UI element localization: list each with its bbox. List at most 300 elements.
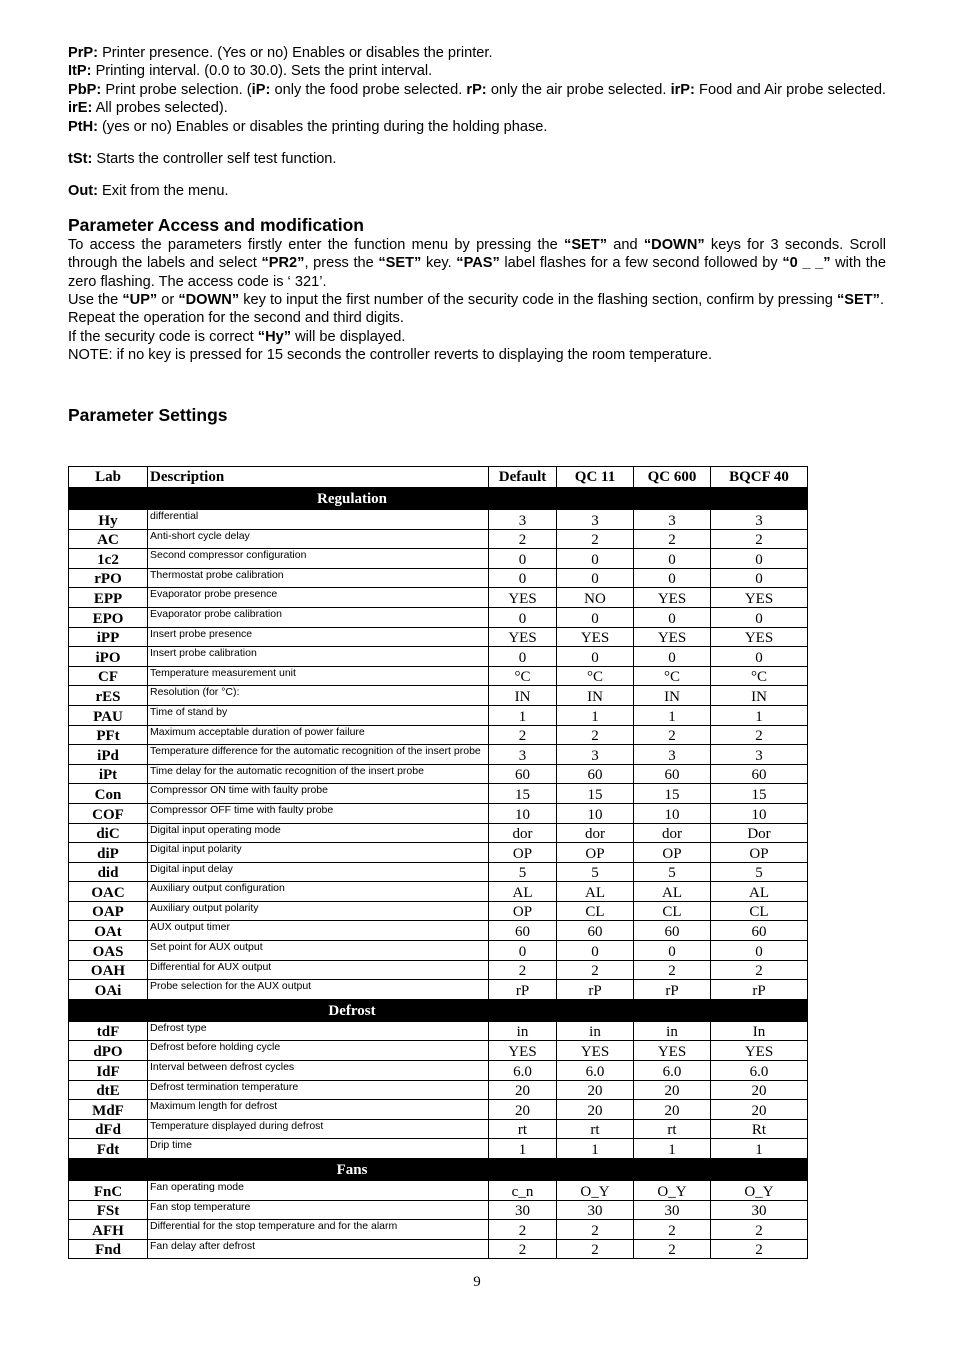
cell-qc600: 20 xyxy=(634,1080,711,1100)
cell-default: AL xyxy=(489,882,557,902)
param-prp xyxy=(68,44,886,62)
param-text: Print probe selection. ( xyxy=(101,81,252,98)
cell-description: Auxiliary output polarity xyxy=(148,901,489,921)
table-row xyxy=(69,529,808,549)
key-name: “Hy” xyxy=(257,328,292,345)
param-itp xyxy=(68,62,886,80)
cell-description: Evaporator probe presence xyxy=(148,588,489,608)
table-row xyxy=(69,745,808,765)
cell-default: 15 xyxy=(489,784,557,804)
param-text: All probes selected). xyxy=(92,100,228,117)
cell-description: Drip time xyxy=(148,1139,489,1159)
table-row xyxy=(69,960,808,980)
cell-description: Fan delay after defrost xyxy=(148,1239,489,1259)
cell-bqcf40: 1 xyxy=(711,1139,808,1159)
cell-qc11: 3 xyxy=(557,745,634,765)
key-name: “SET” xyxy=(564,236,607,253)
text: , press the xyxy=(304,255,379,272)
table-row xyxy=(69,686,808,706)
text: with the zero flashing. The access code is ‘ 321’. xyxy=(68,255,886,290)
table-row xyxy=(69,725,808,745)
cell-lab: dtE xyxy=(69,1080,148,1100)
section-title: Fans xyxy=(336,1162,368,1178)
table-row xyxy=(69,627,808,647)
param-key: tSt: xyxy=(68,151,93,168)
cell-qc600: O_Y xyxy=(634,1181,711,1201)
cell-qc600: CL xyxy=(634,901,711,921)
section-title: Defrost xyxy=(328,1002,376,1019)
cell-qc600: 0 xyxy=(634,568,711,588)
cell-bqcf40: IN xyxy=(711,686,808,706)
cell-qc600: YES xyxy=(634,588,711,608)
cell-lab: iPd xyxy=(69,745,148,765)
cell-default: YES xyxy=(489,1041,557,1061)
cell-bqcf40: 20 xyxy=(711,1100,808,1120)
table-header-row xyxy=(69,467,808,489)
param-text: only the food probe selected. xyxy=(270,81,467,98)
cell-qc600: rP xyxy=(634,980,711,1000)
cell-bqcf40: YES xyxy=(711,627,808,647)
cell-lab: iPO xyxy=(69,647,148,667)
cell-qc600: 20 xyxy=(634,1100,711,1120)
cell-description: Insert probe calibration xyxy=(148,647,489,667)
cell-description: Time delay for the automatic recognition of the insert probe xyxy=(148,764,489,784)
cell-qc11: 0 xyxy=(557,647,634,667)
cell-bqcf40: 0 xyxy=(711,568,808,588)
cell-qc600: 2 xyxy=(634,1239,711,1259)
cell-lab: OAi xyxy=(69,980,148,1000)
cell-bqcf40: YES xyxy=(711,588,808,608)
cell-qc600: dor xyxy=(634,823,711,843)
parameter-table-container xyxy=(68,466,807,1259)
option-key: irP: xyxy=(670,81,695,98)
cell-qc600: 0 xyxy=(634,607,711,627)
cell-qc11: OP xyxy=(557,843,634,863)
cell-description: Anti-short cycle delay xyxy=(148,529,489,549)
section-title-cell xyxy=(69,1159,808,1181)
cell-qc600: 1 xyxy=(634,1139,711,1159)
cell-bqcf40: Dor xyxy=(711,823,808,843)
cell-default: 2 xyxy=(489,725,557,745)
cell-default: 1 xyxy=(489,1139,557,1159)
table-row xyxy=(69,941,808,961)
cell-description: Auxiliary output configuration xyxy=(148,882,489,902)
table-row xyxy=(69,666,808,686)
table-row xyxy=(69,803,808,823)
param-out xyxy=(68,182,886,200)
param-key: PrP: xyxy=(68,45,99,61)
cell-lab: rPO xyxy=(69,568,148,588)
cell-qc11: 0 xyxy=(557,549,634,569)
access-note: NOTE: if no key is pressed for 15 seconds the controller reverts to displaying the room temperature. xyxy=(68,347,713,364)
cell-qc11: 6.0 xyxy=(557,1061,634,1081)
cell-qc600: 2 xyxy=(634,529,711,549)
cell-description: Temperature difference for the automatic recognition of the insert probe xyxy=(148,745,489,765)
section-header-row xyxy=(69,1000,808,1022)
table-row xyxy=(69,1061,808,1081)
cell-lab: EPO xyxy=(69,607,148,627)
cell-lab: diC xyxy=(69,823,148,843)
cell-default: c_n xyxy=(489,1181,557,1201)
cell-lab: dFd xyxy=(69,1119,148,1139)
param-pbp xyxy=(68,81,886,118)
cell-qc600: 2 xyxy=(634,960,711,980)
cell-qc11: 0 xyxy=(557,607,634,627)
section-header-row xyxy=(69,488,808,510)
param-text: Printer presence. (Yes or no) Enables or disables the printer. xyxy=(98,45,493,61)
text: . xyxy=(879,292,885,309)
access-paragraph-4 xyxy=(68,328,886,346)
cell-default: rt xyxy=(489,1119,557,1139)
cell-default: 10 xyxy=(489,803,557,823)
text: If the security code is correct xyxy=(68,328,258,345)
parameter-table xyxy=(68,466,808,1259)
cell-lab: did xyxy=(69,862,148,882)
cell-description: Compressor OFF time with faulty probe xyxy=(148,803,489,823)
page-number: 9 xyxy=(473,1274,481,1290)
cell-qc600: °C xyxy=(634,666,711,686)
table-row xyxy=(69,705,808,725)
cell-qc600: OP xyxy=(634,843,711,863)
key-name: “UP” xyxy=(122,292,158,309)
cell-lab: OAH xyxy=(69,960,148,980)
cell-qc11: °C xyxy=(557,666,634,686)
cell-default: 20 xyxy=(489,1100,557,1120)
cell-bqcf40: CL xyxy=(711,901,808,921)
param-key: Out: xyxy=(68,183,98,200)
access-heading: Parameter Access and modification xyxy=(68,214,364,235)
cell-bqcf40: O_Y xyxy=(711,1181,808,1201)
key-name: “SET” xyxy=(836,292,880,309)
table-row xyxy=(69,588,808,608)
cell-bqcf40: °C xyxy=(711,666,808,686)
cell-default: 2 xyxy=(489,1239,557,1259)
option-key: iP: xyxy=(251,81,271,98)
key-name: “DOWN” xyxy=(643,236,705,253)
cell-qc11: 5 xyxy=(557,862,634,882)
cell-bqcf40: 2 xyxy=(711,960,808,980)
text: label flashes for a few second followed by xyxy=(499,255,783,272)
cell-qc11: 20 xyxy=(557,1080,634,1100)
cell-qc600: 5 xyxy=(634,862,711,882)
cell-description: Defrost type xyxy=(148,1021,489,1041)
cell-bqcf40: 2 xyxy=(711,529,808,549)
cell-qc600: 10 xyxy=(634,803,711,823)
cell-description: Maximum acceptable duration of power failure xyxy=(148,725,489,745)
key-name: “PR2” xyxy=(261,255,305,272)
header-bqcf40: BQCF 40 xyxy=(711,467,808,489)
option-key: rP: xyxy=(466,81,487,98)
cell-default: 6.0 xyxy=(489,1061,557,1081)
cell-description: Second compressor configuration xyxy=(148,549,489,569)
param-text: (yes or no) Enables or disables the printing during the holding phase. xyxy=(98,118,548,135)
cell-description: Interval between defrost cycles xyxy=(148,1061,489,1081)
cell-qc11: 30 xyxy=(557,1200,634,1220)
cell-qc11: 2 xyxy=(557,960,634,980)
cell-bqcf40: 15 xyxy=(711,784,808,804)
text: Use the xyxy=(68,292,123,309)
cell-bqcf40: Rt xyxy=(711,1119,808,1139)
table-row xyxy=(69,1119,808,1139)
cell-description: differential xyxy=(148,510,489,530)
cell-bqcf40: 60 xyxy=(711,921,808,941)
cell-default: 0 xyxy=(489,941,557,961)
cell-description: Digital input polarity xyxy=(148,843,489,863)
text: key to input the first number of the security code in the flashing section, confirm by pressing xyxy=(239,292,837,309)
header-qc600: QC 600 xyxy=(634,467,711,489)
table-row xyxy=(69,510,808,530)
text: To access the parameters firstly enter the function menu by pressing the xyxy=(68,236,565,253)
header-default: Default xyxy=(489,467,557,489)
cell-default: 1 xyxy=(489,705,557,725)
cell-lab: iPP xyxy=(69,627,148,647)
cell-qc600: 0 xyxy=(634,941,711,961)
table-row xyxy=(69,568,808,588)
cell-qc600: AL xyxy=(634,882,711,902)
cell-default: °C xyxy=(489,666,557,686)
cell-default: IN xyxy=(489,686,557,706)
key-name: “SET” xyxy=(378,255,422,272)
cell-qc600: 2 xyxy=(634,725,711,745)
cell-qc11: NO xyxy=(557,588,634,608)
cell-default: 5 xyxy=(489,862,557,882)
text: or xyxy=(157,292,179,309)
cell-default: OP xyxy=(489,843,557,863)
table-row xyxy=(69,1100,808,1120)
text: will be displayed. xyxy=(291,328,406,345)
cell-qc11: 60 xyxy=(557,764,634,784)
cell-bqcf40: 0 xyxy=(711,647,808,667)
cell-lab: FSt xyxy=(69,1200,148,1220)
param-key: PtH: xyxy=(68,118,98,135)
cell-qc600: 0 xyxy=(634,647,711,667)
cell-description: Maximum length for defrost xyxy=(148,1100,489,1120)
table-row xyxy=(69,823,808,843)
cell-default: 2 xyxy=(489,529,557,549)
cell-lab: diP xyxy=(69,843,148,863)
cell-description: Thermostat probe calibration xyxy=(148,568,489,588)
cell-bqcf40: 6.0 xyxy=(711,1061,808,1081)
cell-description: Defrost termination temperature xyxy=(148,1080,489,1100)
cell-default: 3 xyxy=(489,745,557,765)
cell-bqcf40: 20 xyxy=(711,1080,808,1100)
cell-default: rP xyxy=(489,980,557,1000)
table-row xyxy=(69,921,808,941)
cell-qc600: 3 xyxy=(634,745,711,765)
cell-qc11: YES xyxy=(557,1041,634,1061)
cell-qc11: 2 xyxy=(557,529,634,549)
cell-qc600: 0 xyxy=(634,549,711,569)
cell-lab: MdF xyxy=(69,1100,148,1120)
param-text: only the air probe selected. xyxy=(486,81,671,98)
section-header-row xyxy=(69,1159,808,1181)
cell-qc11: 0 xyxy=(557,941,634,961)
cell-qc11: in xyxy=(557,1021,634,1041)
cell-default: 2 xyxy=(489,960,557,980)
cell-default: 60 xyxy=(489,764,557,784)
cell-description: Temperature displayed during defrost xyxy=(148,1119,489,1139)
cell-bqcf40: 5 xyxy=(711,862,808,882)
cell-default: 0 xyxy=(489,647,557,667)
key-name: “0 _ _” xyxy=(782,255,831,272)
table-row xyxy=(69,1239,808,1259)
table-row xyxy=(69,549,808,569)
cell-lab: rES xyxy=(69,686,148,706)
cell-lab: iPt xyxy=(69,764,148,784)
param-text: Printing interval. (0.0 to 30.0). Sets the print interval. xyxy=(91,63,433,80)
cell-default: 20 xyxy=(489,1080,557,1100)
table-row xyxy=(69,843,808,863)
cell-default: OP xyxy=(489,901,557,921)
cell-description: Evaporator probe calibration xyxy=(148,607,489,627)
cell-qc11: rP xyxy=(557,980,634,1000)
cell-description: Insert probe presence xyxy=(148,627,489,647)
section-title: Regulation xyxy=(316,491,387,507)
cell-default: 3 xyxy=(489,510,557,530)
table-row xyxy=(69,1181,808,1201)
cell-bqcf40: 3 xyxy=(711,745,808,765)
cell-bqcf40: 1 xyxy=(711,705,808,725)
cell-qc600: 2 xyxy=(634,1220,711,1240)
header-qc11: QC 11 xyxy=(557,467,634,489)
cell-description: Differential for AUX output xyxy=(148,960,489,980)
cell-qc11: 3 xyxy=(557,510,634,530)
cell-qc11: 1 xyxy=(557,705,634,725)
table-row xyxy=(69,607,808,627)
cell-qc11: CL xyxy=(557,901,634,921)
cell-qc11: 10 xyxy=(557,803,634,823)
cell-bqcf40: AL xyxy=(711,882,808,902)
cell-qc11: 20 xyxy=(557,1100,634,1120)
cell-qc11: YES xyxy=(557,627,634,647)
param-key: PbP: xyxy=(68,81,102,98)
header-lab: Lab xyxy=(69,467,148,489)
cell-qc600: 60 xyxy=(634,764,711,784)
cell-default: 0 xyxy=(489,607,557,627)
option-key: irE: xyxy=(68,100,93,117)
cell-description: Compressor ON time with faulty probe xyxy=(148,784,489,804)
cell-lab: IdF xyxy=(69,1061,148,1081)
cell-default: 0 xyxy=(489,549,557,569)
cell-qc600: rt xyxy=(634,1119,711,1139)
table-row xyxy=(69,862,808,882)
cell-description: Defrost before holding cycle xyxy=(148,1041,489,1061)
cell-qc600: 1 xyxy=(634,705,711,725)
table-row xyxy=(69,1041,808,1061)
cell-bqcf40: 10 xyxy=(711,803,808,823)
cell-bqcf40: 30 xyxy=(711,1200,808,1220)
cell-description: Temperature measurement unit xyxy=(148,666,489,686)
cell-qc600: YES xyxy=(634,627,711,647)
table-row xyxy=(69,1200,808,1220)
access-paragraph-1 xyxy=(68,236,886,291)
cell-description: Fan operating mode xyxy=(148,1181,489,1201)
cell-qc600: YES xyxy=(634,1041,711,1061)
cell-lab: EPP xyxy=(69,588,148,608)
cell-default: 30 xyxy=(489,1200,557,1220)
cell-lab: OAS xyxy=(69,941,148,961)
cell-default: YES xyxy=(489,588,557,608)
access-paragraph-2 xyxy=(68,291,886,309)
cell-qc11: 0 xyxy=(557,568,634,588)
cell-qc600: 30 xyxy=(634,1200,711,1220)
cell-description: Resolution (for °C): xyxy=(148,686,489,706)
table-row xyxy=(69,764,808,784)
param-text: Food and Air probe selected. xyxy=(694,81,886,98)
intro-text xyxy=(68,44,886,426)
cell-lab: COF xyxy=(69,803,148,823)
cell-default: YES xyxy=(489,627,557,647)
cell-qc600: 6.0 xyxy=(634,1061,711,1081)
param-pth xyxy=(68,118,886,136)
cell-bqcf40: 3 xyxy=(711,510,808,530)
cell-qc11: 1 xyxy=(557,1139,634,1159)
cell-description: Digital input delay xyxy=(148,862,489,882)
settings-heading: Parameter Settings xyxy=(68,404,228,425)
table-row xyxy=(69,901,808,921)
cell-description: Time of stand by xyxy=(148,705,489,725)
cell-description: Probe selection for the AUX output xyxy=(148,980,489,1000)
cell-default: 0 xyxy=(489,568,557,588)
param-text: Starts the controller self test function. xyxy=(92,151,337,168)
cell-qc11: O_Y xyxy=(557,1181,634,1201)
cell-qc11: 2 xyxy=(557,1239,634,1259)
cell-bqcf40: 0 xyxy=(711,941,808,961)
cell-bqcf40: 2 xyxy=(711,1239,808,1259)
table-row xyxy=(69,1220,808,1240)
section-title-cell xyxy=(69,488,808,510)
key-name: “PAS” xyxy=(456,255,500,272)
param-key: ItP: xyxy=(68,63,92,80)
cell-description: Differential for the stop temperature and for the alarm xyxy=(148,1220,489,1240)
text: and xyxy=(607,236,644,253)
cell-qc11: 15 xyxy=(557,784,634,804)
cell-default: in xyxy=(489,1021,557,1041)
cell-description: AUX output timer xyxy=(148,921,489,941)
table-row xyxy=(69,1139,808,1159)
cell-lab: Con xyxy=(69,784,148,804)
cell-bqcf40: 2 xyxy=(711,725,808,745)
cell-qc600: 15 xyxy=(634,784,711,804)
cell-description: Fan stop temperature xyxy=(148,1200,489,1220)
key-name: “DOWN” xyxy=(178,292,240,309)
cell-qc600: in xyxy=(634,1021,711,1041)
cell-qc11: 60 xyxy=(557,921,634,941)
cell-qc11: IN xyxy=(557,686,634,706)
cell-lab: CF xyxy=(69,666,148,686)
cell-lab: PFt xyxy=(69,725,148,745)
header-description: Description xyxy=(148,467,489,489)
cell-description: Digital input operating mode xyxy=(148,823,489,843)
cell-bqcf40: In xyxy=(711,1021,808,1041)
cell-lab: Fnd xyxy=(69,1239,148,1259)
cell-bqcf40: 0 xyxy=(711,607,808,627)
cell-bqcf40: 2 xyxy=(711,1220,808,1240)
cell-default: dor xyxy=(489,823,557,843)
cell-lab: OAt xyxy=(69,921,148,941)
cell-qc11: 2 xyxy=(557,725,634,745)
cell-qc600: IN xyxy=(634,686,711,706)
cell-default: 2 xyxy=(489,1220,557,1240)
cell-lab: Fdt xyxy=(69,1139,148,1159)
cell-lab: PAU xyxy=(69,705,148,725)
table-row xyxy=(69,1021,808,1041)
cell-lab: OAP xyxy=(69,901,148,921)
cell-lab: tdF xyxy=(69,1021,148,1041)
cell-lab: OAC xyxy=(69,882,148,902)
text: key. xyxy=(421,255,457,272)
cell-lab: dPO xyxy=(69,1041,148,1061)
